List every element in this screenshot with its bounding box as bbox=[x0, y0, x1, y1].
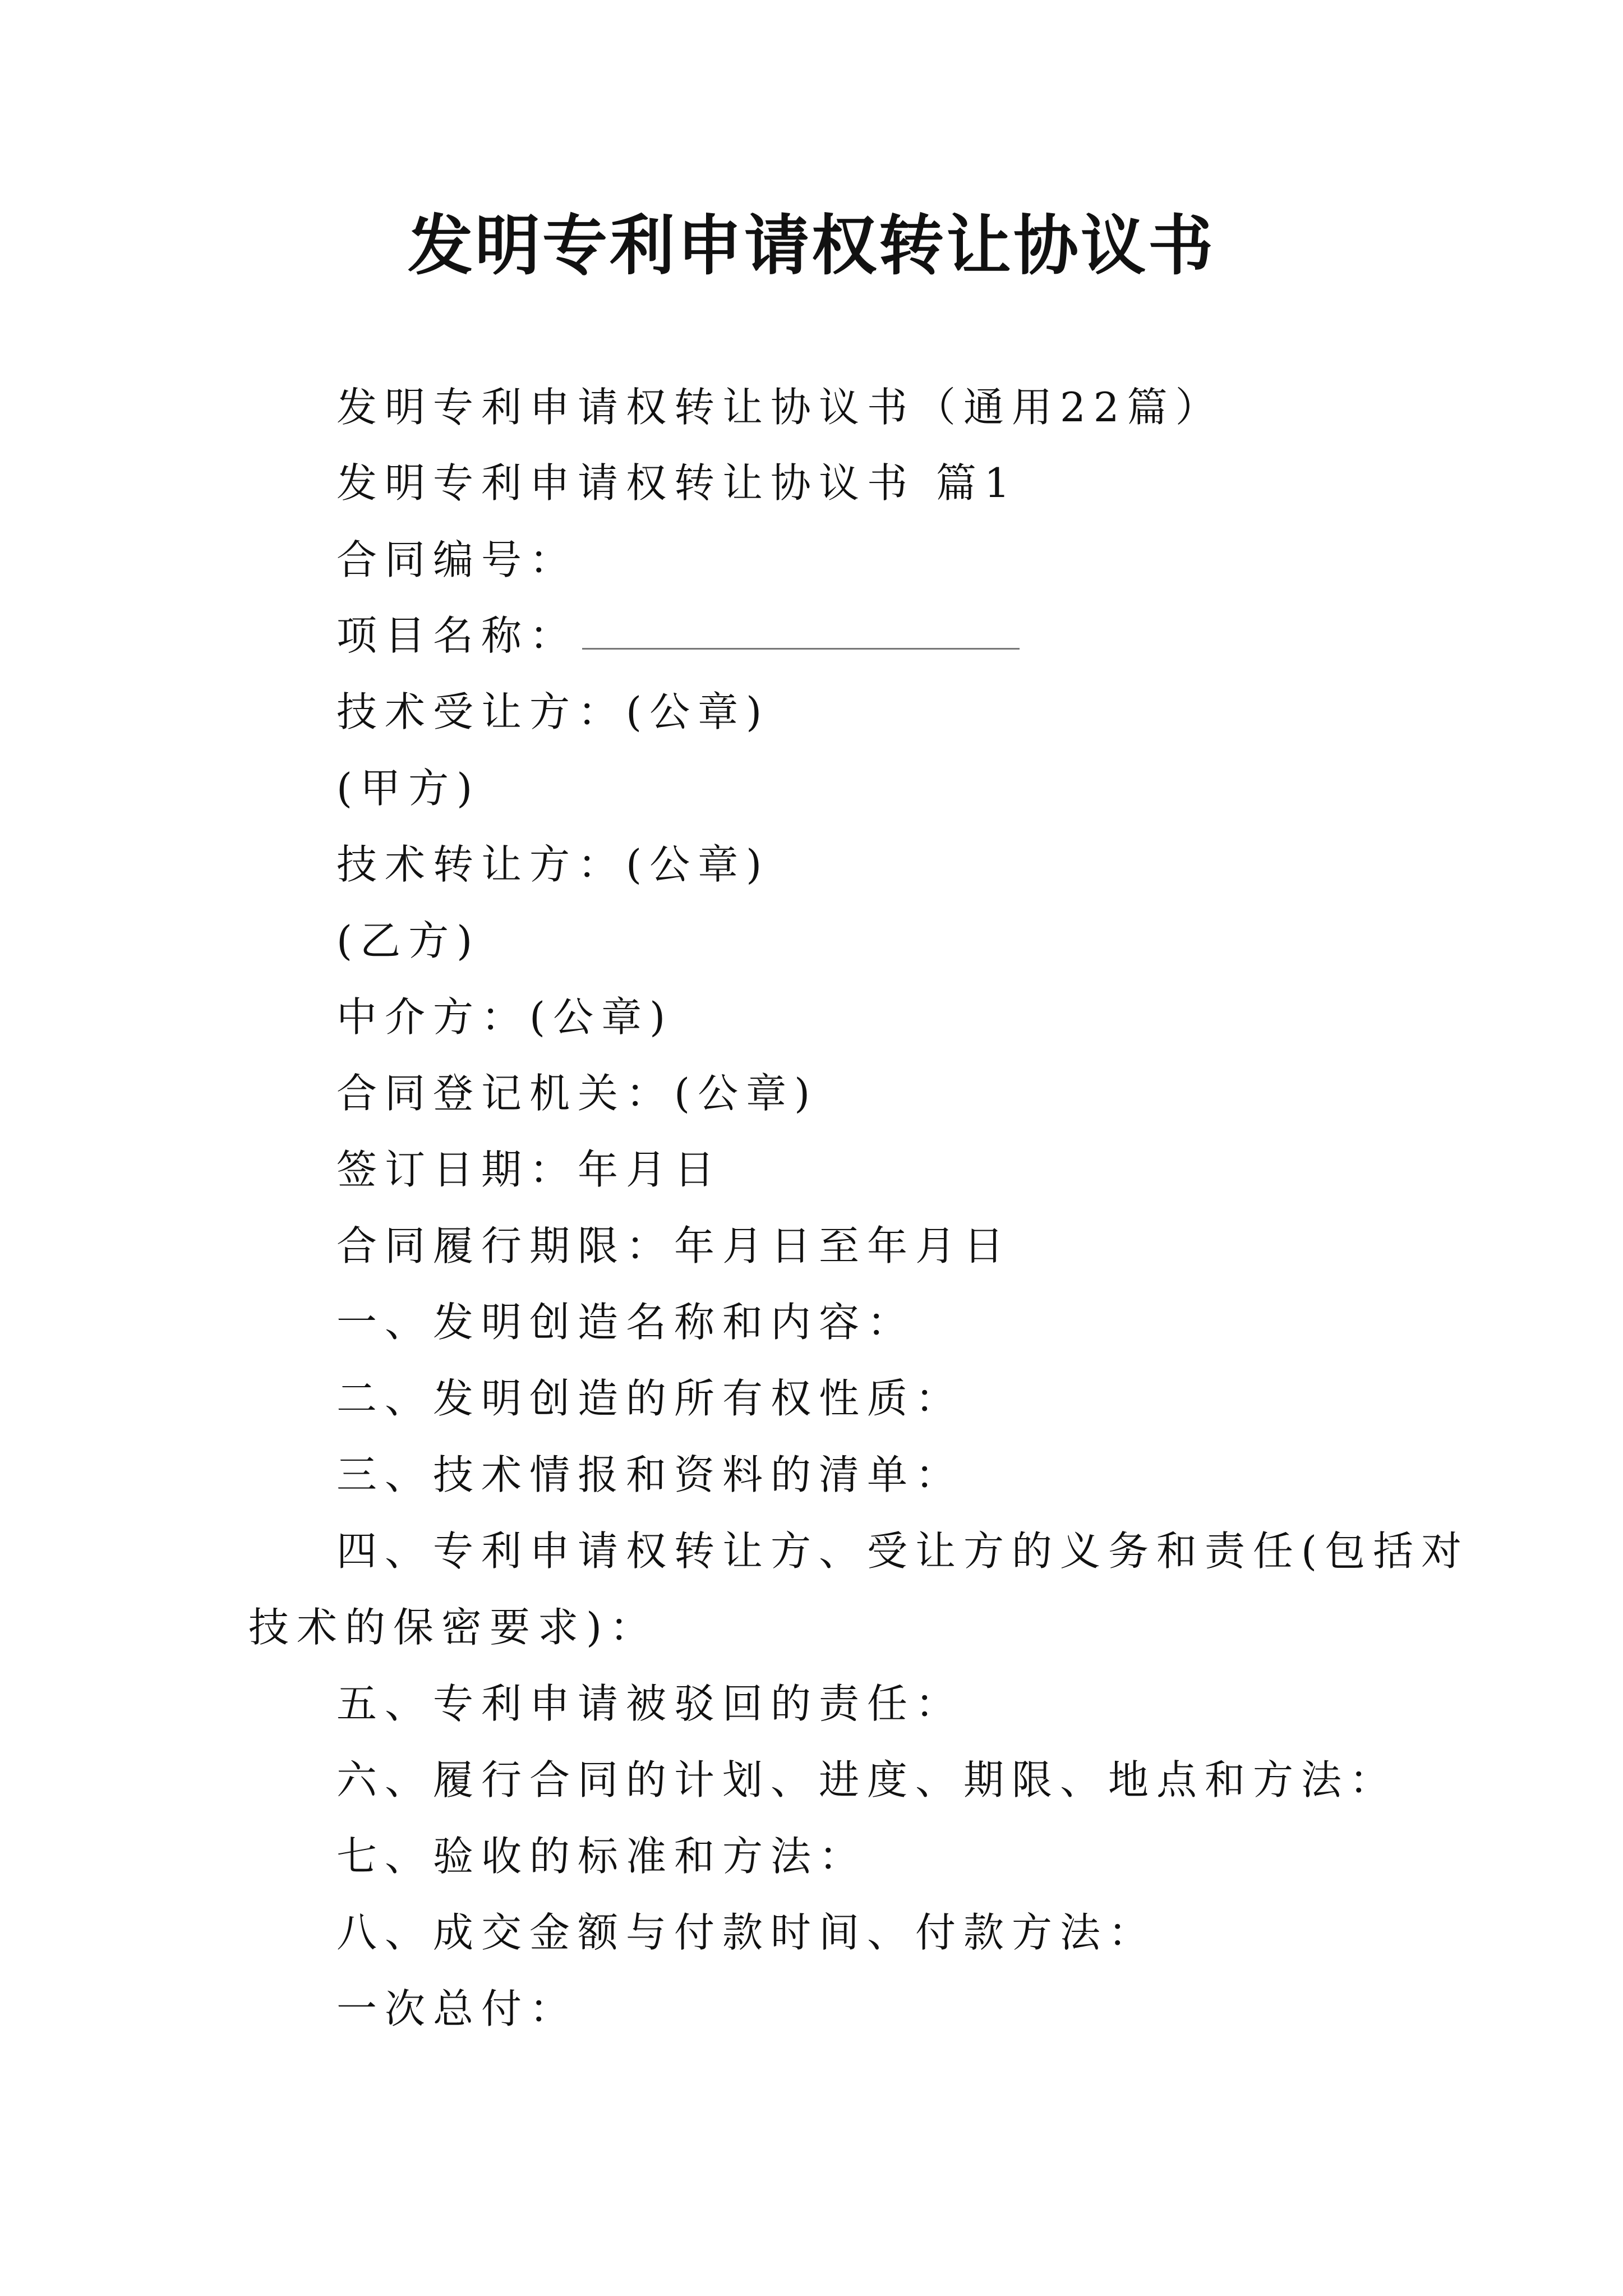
clause-5: 五、专利申请被驳回的责任： bbox=[336, 1680, 964, 1727]
clause-8: 八、成交金额与付款时间、付款方法： bbox=[336, 1909, 1157, 1956]
clause-4: 四、专利申请权转让方、受让方的义务和责任(包括对 bbox=[336, 1527, 1470, 1575]
registration-authority-label: 合同登记机关：(公章) bbox=[336, 1070, 818, 1117]
clause-7: 七、验收的标准和方法： bbox=[336, 1833, 868, 1880]
contract-number-label: 合同编号： bbox=[336, 536, 578, 583]
clause-3: 三、技术情报和资料的清单： bbox=[336, 1451, 964, 1498]
clause-4-continued: 技术的保密要求)： bbox=[248, 1604, 658, 1651]
clause-6: 六、履行合同的计划、进度、期限、地点和方法： bbox=[336, 1756, 1398, 1803]
project-name-label: 项目名称： bbox=[336, 612, 578, 659]
subtitle-line: 发明专利申请权转让协议书（通用22篇） bbox=[336, 384, 1224, 431]
project-name-blank-line bbox=[582, 615, 1020, 650]
performance-period-label: 合同履行期限：年月日至年月日 bbox=[336, 1222, 1012, 1269]
document-title: 发明专利申请权转让协议书 bbox=[408, 208, 1215, 284]
clause-1: 一、发明创造名称和内容： bbox=[336, 1299, 916, 1346]
party-b-label: (乙方) bbox=[336, 917, 481, 964]
signing-date-label: 签订日期：年月日 bbox=[336, 1146, 723, 1193]
assignor-label: 技术转让方：(公章) bbox=[336, 841, 770, 888]
clause-2: 二、发明创造的所有权性质： bbox=[336, 1375, 964, 1422]
party-a-label: (甲方) bbox=[336, 765, 481, 812]
project-name-row bbox=[336, 612, 1020, 659]
intermediary-label: 中介方：(公章) bbox=[336, 993, 674, 1041]
section-heading: 发明专利申请权转让协议书 篇1 bbox=[336, 459, 1018, 507]
assignee-label: 技术受让方：(公章) bbox=[336, 688, 770, 735]
lump-sum-payment-label: 一次总付： bbox=[336, 1985, 578, 2032]
